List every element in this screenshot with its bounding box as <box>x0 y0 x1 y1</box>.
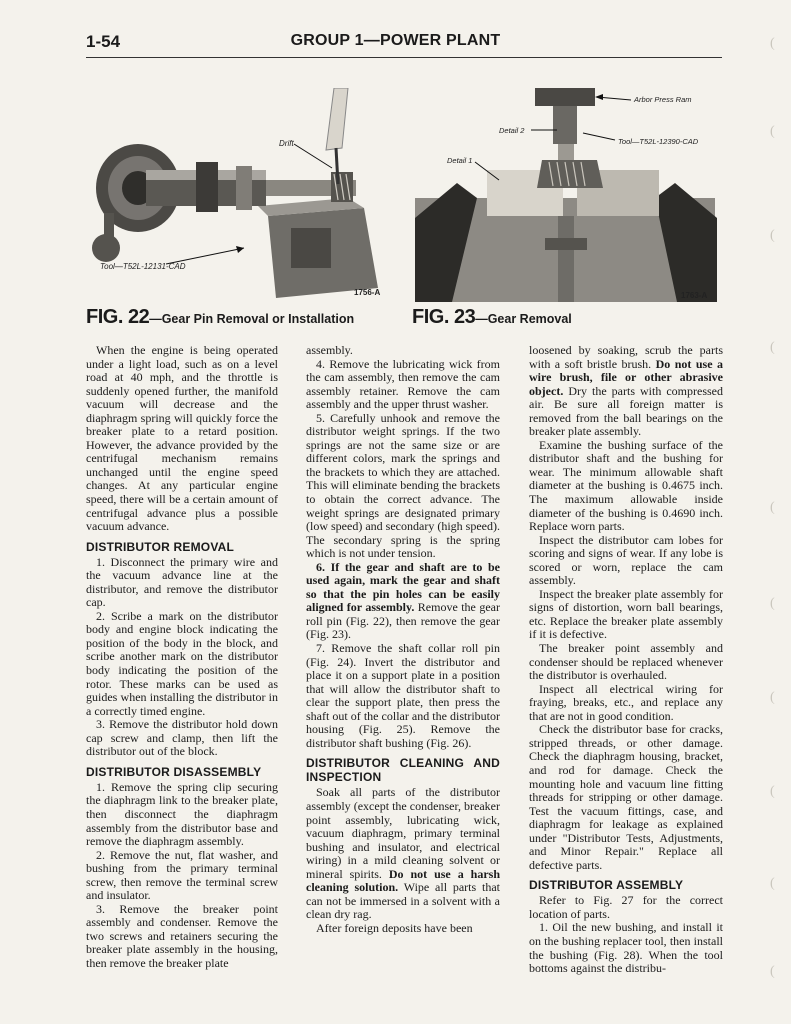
figure-22-photo <box>86 88 392 302</box>
figure-23-photo <box>407 88 725 302</box>
paragraph-text: Dry the parts with compressed air. Be sure all foreign matter is removed from the ball bearings on the breaker plate assembly. <box>529 383 723 439</box>
paragraph <box>306 561 500 642</box>
figure-22-illustration <box>86 88 392 302</box>
label-arbor-press-ram: Arbor Press Ram <box>634 95 692 104</box>
paragraph-text: Soak all parts of the distributor assembly (except the condenser, breaker point assembly, lubricating wick, vacuum diaphragm, primary terminal bushing and insulator, and electrical wiring) in a mild cleaning solvent or mineral spirits. <box>306 785 500 881</box>
paragraph-text: Remove the gear roll pin (Fig. 22), then remove the gear (Fig. 23). <box>306 600 500 642</box>
header-rule <box>86 57 722 58</box>
paragraph: 3. Remove the distributor hold down cap screw and clamp, then lift the distributor out of the block. <box>86 717 278 759</box>
figure-22-id: 1756-A <box>354 288 381 297</box>
paragraph: 1. Disconnect the primary wire and the vacuum advance line at the distributor, and remove the distributor cap. <box>86 554 278 610</box>
margin-mark: ( <box>770 36 775 51</box>
paragraph: Check the distributor base for cracks, stripped threads, or other damage. Check the diaphragm housing, bracket, and rod for damage. Check the mounting hole and vacuum line fitting threads for stripping or other damage. Test the vacuum fittings, case, and diaphragm for leakage as explained under "Distributor Tests, Adjustments, and Minor Repair." Replace all defective parts. <box>529 722 723 872</box>
figure-23-caption-text: —Gear Removal <box>475 312 572 326</box>
paragraph: Inspect the breaker plate assembly for signs of distortion, worn ball bearings, etc. Replace the breaker plate assembly if it is defective. <box>529 586 723 642</box>
paragraph: Refer to Fig. 27 for the correct location of parts. <box>529 893 723 921</box>
paragraph: When the engine is being operated under a light load, such as on a level road at 40 mph, and the throttle is suddenly opened further, the manifold vacuum will decrease and the diaphragm spring will quickly force the breaker plate to a retard position. However, the advance provided by the centrifugal mechanism remains unchanged until the engine speed changes. At any particular engine speed, there will be a certain amount of centrifugal advance plus a possible vacuum advance. <box>86 343 278 534</box>
section-heading-distributor-removal: DISTRIBUTOR REMOVAL <box>86 539 235 554</box>
figure-23-caption <box>412 306 572 329</box>
margin-mark: ( <box>770 596 775 611</box>
text-column-2 <box>306 344 500 935</box>
paragraph <box>306 786 500 921</box>
paragraph: 3. Remove the breaker point assembly and condenser. Remove the two screws and retainers securing the breaker plate assembly in the housing, then remove the breaker plate <box>86 901 278 970</box>
paragraph <box>529 344 723 439</box>
label-detail-2: Detail 2 <box>499 126 525 135</box>
margin-mark: ( <box>770 690 775 705</box>
bold-warning: Do not use a harsh cleaning solution. <box>306 866 500 895</box>
paragraph: assembly. <box>306 343 353 357</box>
paragraph-text: Wipe all parts that can not be immersed in a solvent with a clean dry rag. <box>306 880 500 922</box>
paragraph: After foreign deposits have been <box>316 920 473 935</box>
paragraph: Inspect the distributor cam lobes for scoring and signs of wear. If any lobe is scored or worn, replace the cam assembly. <box>529 532 723 588</box>
section-heading-distributor-disassembly: DISTRIBUTOR DISASSEMBLY <box>86 764 262 779</box>
text-column-1 <box>86 344 278 971</box>
paragraph: The breaker point assembly and condenser should be replaced whenever the distributor is overhauled. <box>529 641 723 683</box>
text-column-3 <box>529 344 723 976</box>
paragraph: 2. Scribe a mark on the distributor body and engine block indicating the position of the body in the block, and scribe another mark on the distributor body indicating the position of the rotor. These marks can be used as guides when installing the distributor in a correctly timed engine. <box>86 608 278 718</box>
figure-23-illustration <box>407 88 725 302</box>
figure-22-caption-text: —Gear Pin Removal or Installation <box>149 312 355 326</box>
paragraph: 1. Oil the new bushing, and install it on the bushing replacer tool, then install the bushing (Fig. 28). When the tool bottoms against the distribu- <box>529 920 723 976</box>
label-tool-t52l-12390: Tool—T52L-12390-CAD <box>618 137 699 146</box>
margin-mark: ( <box>770 340 775 355</box>
bold-instruction: 6. If the gear and shaft are to be used again, mark the gear and shaft so that the pin holes can be easily aligned for assembly. <box>306 559 500 615</box>
figure-22-number: FIG. 22 <box>86 306 150 328</box>
margin-mark: ( <box>770 500 775 515</box>
figure-23-id: 1763-A <box>681 291 708 300</box>
page-number: 1-54 <box>86 32 121 51</box>
paragraph: 4. Remove the lubricating wick from the cam assembly, then remove the cam assembly retainer. Remove the cam assembly and the upper thrust washer. <box>306 356 500 412</box>
section-heading-cleaning-inspection: DISTRIBUTOR CLEANING AND INSPECTION <box>306 756 500 785</box>
label-tool-t52l-12131: Tool—T52L-12131-CAD <box>100 262 186 271</box>
paragraph-text: loosened by soaking, scrub the parts with a soft bristle brush. <box>529 343 723 371</box>
margin-mark: ( <box>770 784 775 799</box>
paragraph: Examine the bushing surface of the distributor shaft and the bushing for wear. The minimum allowable shaft diameter at the bushing is 0.4675 inch. The maximum allowable inside diameter of the bushing is 0.4690 inch. Replace worn parts. <box>529 437 723 534</box>
margin-mark: ( <box>770 228 775 243</box>
paragraph: Inspect all electrical wiring for fraying, breaks, etc., and replace any that are not in good condition. <box>529 681 723 723</box>
paragraph: 1. Remove the spring clip securing the diaphragm link to the breaker plate, then disconnect the diaphragm assembly from the distributor base and remove the diaphragm assembly. <box>86 779 278 849</box>
figure-22-caption <box>86 306 354 329</box>
running-title: GROUP 1—POWER PLANT <box>290 32 501 49</box>
section-heading-distributor-assembly: DISTRIBUTOR ASSEMBLY <box>529 878 684 893</box>
label-drift: Drift <box>279 139 294 148</box>
paragraph: 7. Remove the shaft collar roll pin (Fig. 24). Invert the distributor and place it on a support plate in a position that will allow the distributor shaft to clear the support plate, then press the shaft out of the collar and the distributor housing (Fig. 25). Remove the distributor shaft bushing (Fig. 26). <box>306 641 500 750</box>
label-detail-1: Detail 1 <box>447 156 473 165</box>
paragraph: 2. Remove the nut, flat washer, and bushing from the primary terminal screw, then remove the terminal screw and insulator. <box>86 847 278 903</box>
margin-mark: ( <box>770 964 775 979</box>
figure-23-number: FIG. 23 <box>412 306 476 328</box>
paragraph: 5. Carefully unhook and remove the distributor weight springs. If the two springs are not the same size or are different colors, mark the springs and the brackets to which they are attached. This will eliminate bending the brackets to obtain the correct advance. The weight springs are designated primary (low speed) and secondary (high speed). The secondary spring is the spring which is not under tension. <box>306 410 500 561</box>
bold-warning: Do not use a wire brush, file or other abrasive object. <box>529 356 723 398</box>
margin-mark: ( <box>770 876 775 891</box>
margin-mark: ( <box>770 124 775 139</box>
